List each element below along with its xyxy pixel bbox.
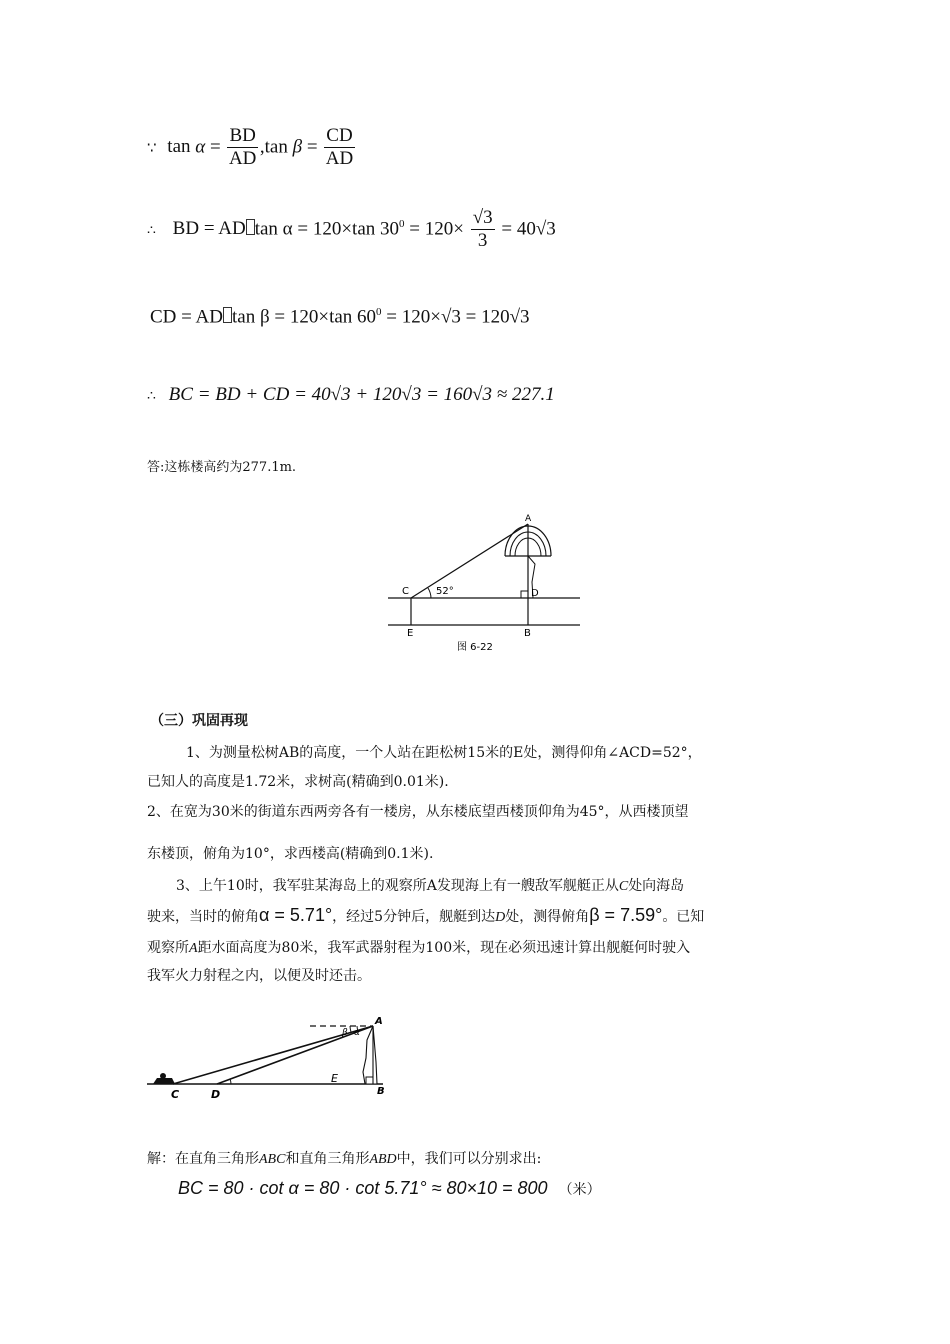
problem-2-line-1: 2、在宽为30米的街道东西两旁各有一楼房，从东楼底望西楼顶仰角为45°，从西楼顶望 bbox=[147, 804, 689, 820]
problem-1-line-2: 已知人的高度是1.72米，求树高(精确到0.01米). bbox=[147, 774, 449, 790]
therefore-symbol: ∴ bbox=[147, 223, 156, 239]
problem-3-line-3: 观察所A距水面高度为80米，我军武器射程为100米，现在必须迅速计算出舰艇何时驶入 bbox=[147, 940, 691, 956]
label-beta: β bbox=[342, 1028, 348, 1038]
figure-caption: 图 6-22 bbox=[457, 642, 493, 653]
label-b: B bbox=[524, 628, 531, 639]
fraction-sqrt3-3: $\frac{√3}{3}$ bbox=[472, 207, 493, 251]
figure-island-observation bbox=[145, 1012, 395, 1102]
therefore-symbol: ∴ bbox=[147, 389, 156, 404]
section-title: （三）巩固再现 bbox=[150, 713, 248, 729]
label-e: E bbox=[331, 1072, 338, 1085]
box-glyph bbox=[246, 219, 255, 235]
solution-line: 解：在直角三角形ABC和直角三角形ABD中，我们可以分别求出: bbox=[147, 1151, 542, 1167]
label-a: A bbox=[375, 1016, 383, 1027]
answer-line: 答:这栋楼高约为277.1m. bbox=[147, 460, 297, 475]
equation-bc: ∴ BC = BD + CD = 40√3 + 120√3 = 160√3 ≈ 227.1 bbox=[147, 384, 555, 405]
boat-icon bbox=[153, 1078, 175, 1084]
problem-3-line-2: 驶来，当时的俯角α = 5.71°，经过5分钟后，舰艇到达D处，测得俯角β = 7.59°。已知 bbox=[147, 905, 705, 925]
equation-tan-ratios: ∵ tan α = $\frac{BD}{AD}$ ,tan β = $\frac{CD}{AD}$ bbox=[147, 125, 354, 169]
problem-3-line-4: 我军火力射程之内，以便及时还击。 bbox=[147, 968, 371, 984]
label-c: C bbox=[402, 586, 409, 597]
solution-formula: BC = 80 · cot α = 80 · cot 5.71° ≈ 80×10 = 800 （米） bbox=[178, 1178, 601, 1198]
sight-line bbox=[411, 524, 528, 598]
label-d: D bbox=[211, 1088, 221, 1101]
fraction-bd-ad: $\frac{BD}{AD}$ bbox=[228, 125, 257, 169]
label-b: B bbox=[377, 1086, 385, 1097]
label-angle: 52° bbox=[436, 586, 454, 597]
because-symbol: ∵ bbox=[147, 140, 157, 157]
figure-6-22 bbox=[385, 512, 585, 660]
box-glyph bbox=[223, 307, 232, 323]
problem-2-line-2: 东楼顶，俯角为10°，求西楼高(精确到0.1米). bbox=[147, 846, 434, 862]
equation-bd: ∴ BD = AD tan α = 120×tan $30^0 = 120\times$ $\frac{√3}{3}$ = 40√3 bbox=[147, 207, 556, 251]
sight-line-ad bbox=[217, 1026, 373, 1084]
label-c: C bbox=[171, 1088, 180, 1101]
problem-1-line-1: 1、为测量松树AB的高度，一个人站在距松树15米的E处，测得仰角∠ACD=52°， bbox=[186, 745, 702, 761]
equation-cd: CD = AD tan β = 120×tan $60^0 = 120\times√3 = 120√3$ bbox=[150, 306, 530, 328]
label-e: E bbox=[407, 628, 414, 639]
problem-3-line-1: 3、上午10时，我军驻某海岛上的观察所A发现海上有一艘敌军舰艇正从C处向海岛 bbox=[176, 878, 685, 894]
label-alpha: α bbox=[354, 1028, 360, 1038]
label-d: D bbox=[531, 588, 539, 599]
fraction-cd-ad: $\frac{CD}{AD}$ bbox=[325, 125, 354, 169]
label-a: A bbox=[525, 514, 532, 524]
